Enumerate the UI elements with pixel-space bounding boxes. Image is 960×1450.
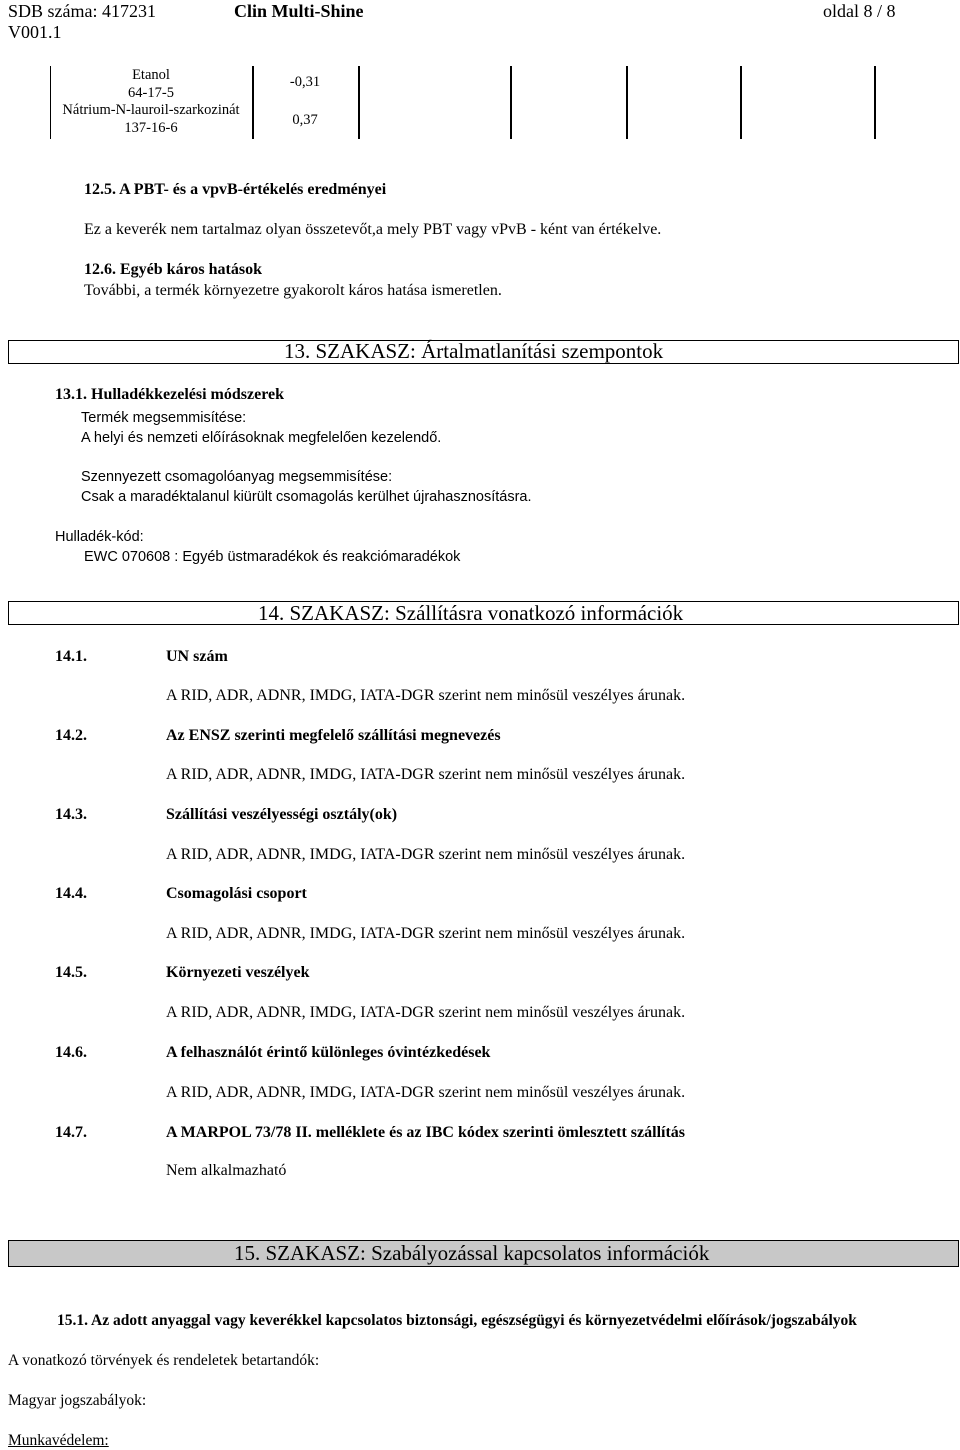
product-name: Clin Multi-Shine [234, 1, 364, 21]
table-border [510, 66, 512, 139]
cas-number: 137-16-6 [124, 119, 178, 136]
transport-item-title: UN szám [166, 648, 228, 665]
version: V001.1 [8, 22, 62, 42]
transport-item-title: A MARPOL 73/78 II. melléklete és az IBC kódex szerinti ömlesztett szállítás [166, 1124, 686, 1141]
section-14-title: 14. SZAKASZ: Szállításra vonatkozó információk [258, 601, 684, 625]
table-cell-substances [51, 67, 251, 137]
transport-item-text: A RID, ADR, ADNR, IMDG, IATA-DGR szerint nem minősül veszélyes árunak. [166, 766, 686, 783]
transport-item-title: Az ENSZ szerinti megfelelő szállítási megnevezés [166, 727, 501, 744]
page-number: oldal 8 / 8 [823, 1, 896, 21]
section-12-6-title: 12.6. Egyéb káros hatások [84, 261, 262, 278]
transport-item-number: 14.4. [55, 885, 87, 902]
transport-item-number: 14.5. [55, 964, 87, 981]
section-15-title: 15. SZAKASZ: Szabályozással kapcsolatos információk [234, 1241, 710, 1265]
transport-item-text: A RID, ADR, ADNR, IMDG, IATA-DGR szerint nem minősül veszélyes árunak. [166, 1084, 686, 1101]
transport-item-text: A RID, ADR, ADNR, IMDG, IATA-DGR szerint nem minősül veszélyes árunak. [166, 687, 686, 704]
table-border [874, 66, 876, 139]
section-15-1-title: 15.1. Az adott anyaggal vagy keverékkel kapcsolatos biztonsági, egészségügyi és környezetvédelmi előírások/jogszabályok [57, 1312, 857, 1329]
transport-item-number: 14.1. [55, 648, 87, 665]
table-border [740, 66, 742, 139]
transport-item-text: A RID, ADR, ADNR, IMDG, IATA-DGR szerint nem minősül veszélyes árunak. [166, 846, 686, 863]
packaging-disposal-label: Szennyezett csomagolóanyag megsemmisítése: [81, 469, 393, 485]
transport-item-text: A RID, ADR, ADNR, IMDG, IATA-DGR szerint nem minősül veszélyes árunak. [166, 925, 686, 942]
waste-code-text: EWC 070608 : Egyéb üstmaradékok és reakciómaradékok [84, 549, 461, 565]
transport-item-title: Csomagolási csoport [166, 885, 307, 902]
section-12-6-text: További, a termék környezetre gyakorolt káros hatása ismeretlen. [84, 282, 502, 299]
transport-item-text: A RID, ADR, ADNR, IMDG, IATA-DGR szerint nem minősül veszélyes árunak. [166, 1004, 686, 1021]
cas-number: 64-17-5 [128, 84, 174, 101]
transport-item-title: A felhasználót érintő különleges óvintézkedések [166, 1044, 491, 1061]
table-value: 0,37 [292, 112, 318, 128]
product-disposal-text: A helyi és nemzeti előírásoknak megfelelően kezelendő. [81, 430, 442, 446]
packaging-disposal-text: Csak a maradéktalanul kiürült csomagolás kerülhet újrahasznosításra. [81, 489, 532, 505]
transport-item-title: Környezeti veszélyek [166, 964, 310, 981]
sds-number: SDB száma: 417231 [8, 1, 156, 21]
section-13-title: 13. SZAKASZ: Ártalmatlanítási szempontok [284, 339, 664, 363]
hungarian-laws-label: Magyar jogszabályok: [8, 1392, 147, 1409]
product-disposal-label: Termék megsemmisítése: [81, 410, 247, 426]
table-border [626, 66, 628, 139]
transport-item-text: Nem alkalmazható [166, 1162, 287, 1179]
section-13-1-title: 13.1. Hulladékkezelési módszerek [55, 386, 285, 403]
table-border [358, 66, 360, 139]
substance-name: Nátrium-N-lauroil-szarkozinát [62, 102, 240, 118]
table-value: -0,31 [289, 74, 321, 90]
transport-item-number: 14.3. [55, 806, 87, 823]
transport-item-number: 14.6. [55, 1044, 87, 1061]
transport-item-number: 14.7. [55, 1124, 87, 1141]
waste-code-label: Hulladék-kód: [55, 529, 144, 545]
occupational-safety-label: Munkavédelem: [8, 1432, 109, 1449]
applicable-laws-text: A vonatkozó törvények és rendeletek betartandók: [8, 1352, 320, 1369]
section-12-5-text: Ez a keverék nem tartalmaz olyan összetevőt,a mely PBT vagy vPvB - ként van értékelve. [84, 221, 662, 238]
substance-name: Etanol [132, 67, 170, 83]
section-12-5-title: 12.5. A PBT- és a vpvB-értékelés eredményei [84, 181, 387, 198]
transport-item-title: Szállítási veszélyességi osztály(ok) [166, 806, 398, 823]
transport-item-number: 14.2. [55, 727, 87, 744]
